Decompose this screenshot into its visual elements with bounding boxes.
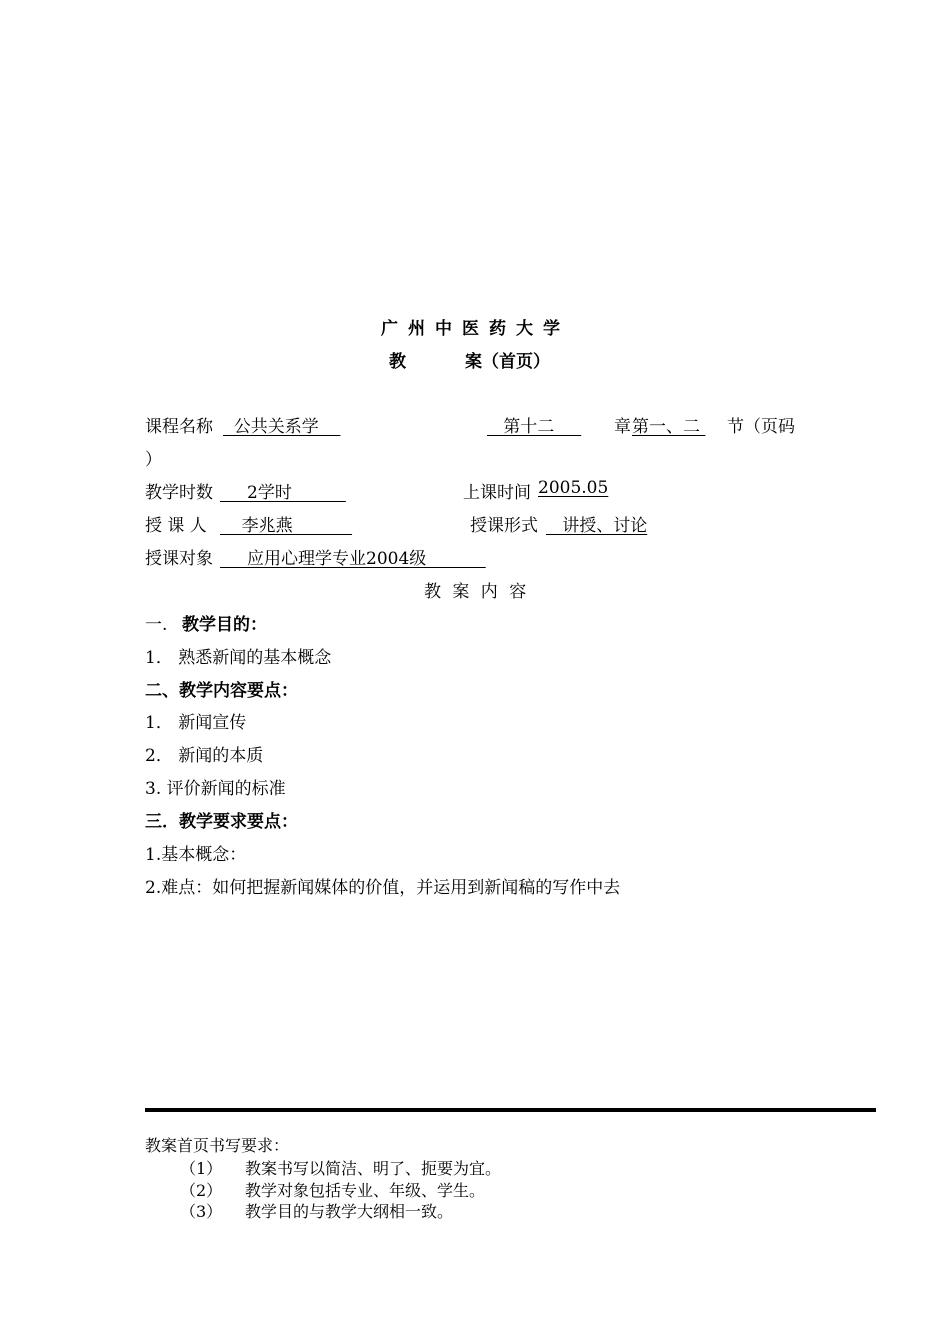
footer-item-3-number: （3） — [180, 1202, 223, 1221]
section-3-title: 三．教学要求要点： — [145, 812, 298, 832]
footer-item-2-text: 教学对象包括专业、年级、学生。 — [245, 1181, 486, 1200]
section-2-item-3: 3. 评价新闻的标准 — [145, 779, 286, 799]
section-3-item-2: 2.难点：如何把握新闻媒体的价值，并运用到新闻稿的写作中去 — [145, 878, 621, 898]
hours-label: 教学时数 — [145, 483, 213, 503]
footer-item-2-number: （2） — [180, 1181, 223, 1200]
teacher-value: 李兆燕 — [220, 516, 353, 536]
footer-item-1-text: 教案书写以简洁、明了、扼要为宜。 — [245, 1159, 502, 1178]
section-2-item-2: 2． 新闻的本质 — [145, 746, 264, 766]
section-1-number: 一. — [145, 615, 168, 635]
teaching-form-label: 授课形式 — [470, 516, 538, 536]
course-name-label: 课程名称 — [145, 417, 213, 437]
section-3-item-1: 1.基本概念： — [145, 845, 247, 865]
page-paren-close: ） — [145, 450, 162, 470]
class-time-value: 2005.05 — [538, 478, 609, 498]
section-1-title: 教学目的： — [182, 615, 267, 635]
section-1-item-1: 1． 熟悉新闻的基本概念 — [145, 648, 332, 668]
footer-item-3-text: 教学目的与教学大纲相一致。 — [245, 1202, 454, 1221]
course-name-value: 公共关系学 — [223, 417, 341, 437]
footer-heading: 教案首页书写要求： — [145, 1136, 290, 1155]
chapter-value: 第十二 — [487, 417, 582, 437]
teaching-form-value: 讲授、讨论 — [546, 516, 648, 536]
class-time-label: 上课时间 — [463, 483, 531, 503]
section-2-item-1: 1． 新闻宣传 — [145, 713, 247, 733]
audience-value: 应用心理学专业2004级 — [220, 549, 486, 569]
chapter-label: 章 — [614, 417, 631, 437]
footer-item-1-number: （1） — [180, 1159, 223, 1178]
document-title-right: 案（首页） — [465, 352, 550, 372]
audience-label: 授课对象 — [145, 549, 213, 569]
document-title-left: 教 — [389, 352, 406, 372]
content-title: 教 案 内 容 — [424, 582, 530, 602]
section-label: 节（页码 — [727, 417, 795, 437]
section-2-title: 二、教学内容要点： — [145, 681, 298, 701]
section-value: 第一、二 — [632, 417, 706, 437]
university-title: 广州中医药大学 — [381, 319, 570, 339]
teacher-label: 授 课 人 — [145, 516, 207, 536]
footer-divider — [145, 1108, 876, 1112]
hours-value: 2学时 — [220, 483, 346, 503]
